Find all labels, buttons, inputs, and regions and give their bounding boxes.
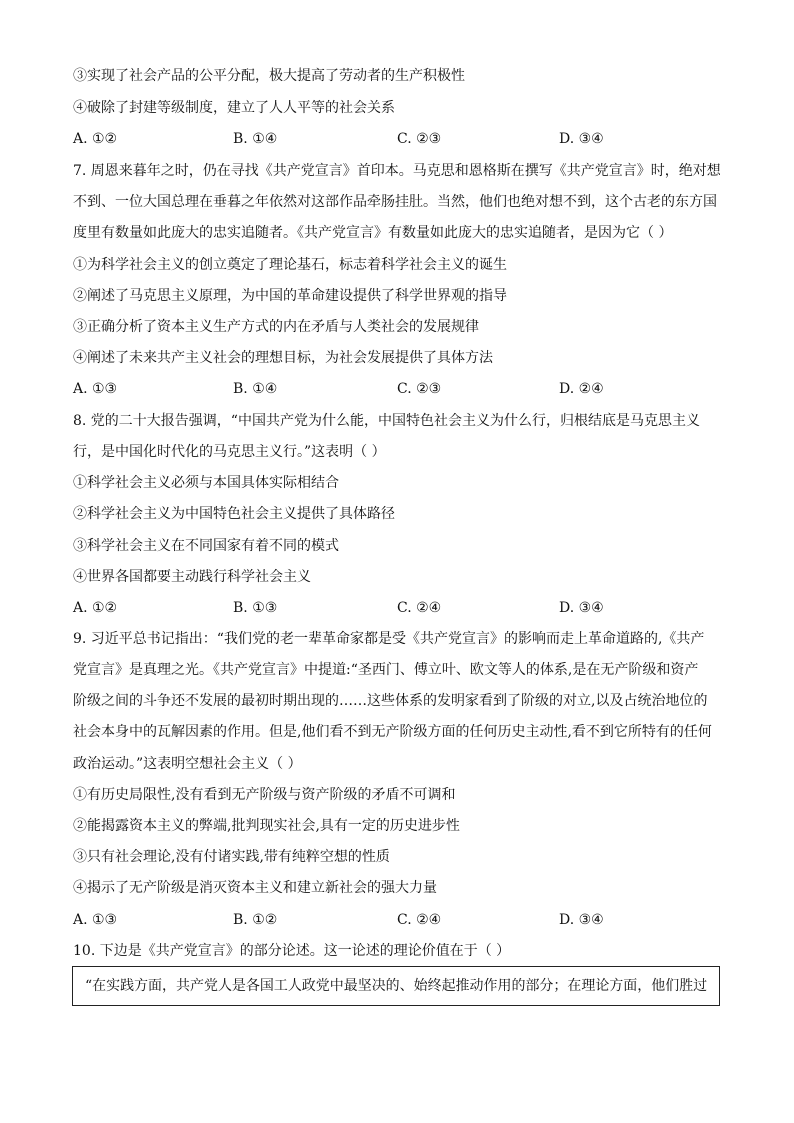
q9-statement-2: ②能揭露资本主义的弊端,批判现实社会,具有一定的历史进步性 bbox=[73, 818, 460, 834]
q8-stem-line-1: 8. 党的二十大报告强调，“中国共产党为什么能，中国特色社会主义为什么行，归根结底是马克思主义 bbox=[73, 413, 700, 429]
q7-statement-1: ①为科学社会主义的创立奠定了理论基石，标志着科学社会主义的诞生 bbox=[73, 257, 507, 273]
q6-options bbox=[73, 130, 733, 148]
q9-stem-line-1: 9. 习近平总书记指出：“我们党的老一辈革命家都是受《共产党宣言》的影响而走上革命道路的,《共产 bbox=[73, 631, 705, 647]
q10-stem: 10. 下边是《共产党宣言》的部分论述。这一论述的理论价值在于（ ） bbox=[73, 943, 511, 959]
q8-statement-1: ①科学社会主义必须与本国具体实际相结合 bbox=[73, 475, 339, 491]
q7-statement-3: ③正确分析了资本主义生产方式的内在矛盾与人类社会的发展规律 bbox=[73, 319, 479, 335]
q7-option-d[interactable]: D. ②④ bbox=[559, 381, 604, 397]
q7-option-a[interactable]: A. ①③ bbox=[73, 381, 118, 397]
q7-statement-4: ④阐述了未来共产主义社会的理想目标，为社会发展提供了具体方法 bbox=[73, 350, 493, 366]
q7-option-c[interactable]: C. ②③ bbox=[397, 381, 442, 397]
q9-stem-line-3: 阶级之间的斗争还不发展的最初时期出现的……这些体系的发明家看到了阶级的对立,以及占统治地位的 bbox=[73, 693, 708, 709]
q6-option-d[interactable]: D. ③④ bbox=[559, 131, 604, 147]
q9-option-d[interactable]: D. ③④ bbox=[559, 912, 604, 928]
q9-stem-line-2: 党宣言》是真理之光。《共产党宣言》中提道:“圣西门、傅立叶、欧文等人的体系,是在无产阶级和资产 bbox=[73, 662, 699, 678]
q9-statement-3: ③只有社会理论,没有付诸实践,带有纯粹空想的性质 bbox=[73, 849, 390, 865]
q6-option-b[interactable]: B. ①④ bbox=[233, 131, 278, 147]
q7-stem-line-2: 不到、一位大国总理在垂暮之年依然对这部作品牵肠挂肚。当然，他们也绝对想不到，这个古老的东方国 bbox=[73, 194, 717, 210]
q6-option-a[interactable]: A. ①② bbox=[73, 131, 118, 147]
q7-stem-line-3: 度里有数量如此庞大的忠实追随者。《共产党宣言》有数量如此庞大的忠实追随者，是因为它（ ） bbox=[73, 225, 673, 241]
q9-statement-4: ④揭示了无产阶级是消灭资本主义和建立新社会的强大力量 bbox=[73, 880, 437, 896]
q9-stem-line-4: 社会本身中的瓦解因素的作用。但是,他们看不到无产阶级方面的任何历史主动性,看不到它所特有的任何 bbox=[73, 724, 712, 740]
q6-statement-4: ④破除了封建等级制度，建立了人人平等的社会关系 bbox=[73, 100, 395, 116]
q7-option-b[interactable]: B. ①④ bbox=[233, 381, 278, 397]
q8-statement-3: ③科学社会主义在不同国家有着不同的模式 bbox=[73, 538, 339, 554]
q8-options bbox=[73, 599, 733, 617]
q8-option-b[interactable]: B. ①③ bbox=[233, 600, 278, 616]
q9-option-b[interactable]: B. ①② bbox=[233, 912, 278, 928]
q8-option-c[interactable]: C. ②④ bbox=[397, 600, 442, 616]
q7-stem-line-1: 7. 周恩来暮年之时，仍在寻找《共产党宣言》首印本。马克思和恩格斯在撰写《共产党宣言》时，绝对想 bbox=[73, 163, 721, 179]
q7-statement-2: ②阐述了马克思主义原理，为中国的革命建设提供了科学世界观的指导 bbox=[73, 288, 507, 304]
q9-option-c[interactable]: C. ②④ bbox=[397, 912, 442, 928]
q8-option-d[interactable]: D. ③④ bbox=[559, 600, 604, 616]
q9-statement-1: ①有历史局限性,没有看到无产阶级与资产阶级的矛盾不可调和 bbox=[73, 787, 456, 803]
q8-stem-line-2: 行，是中国化时代化的马克思主义行。”这表明（ ） bbox=[73, 444, 386, 460]
q9-options bbox=[73, 911, 733, 929]
q9-option-a[interactable]: A. ①③ bbox=[73, 912, 118, 928]
q9-stem-line-5: 政治运动。”这表明空想社会主义（ ） bbox=[73, 756, 302, 772]
q7-options bbox=[73, 380, 733, 398]
q8-statement-4: ④世界各国都要主动践行科学社会主义 bbox=[73, 569, 311, 585]
q10-quote-text: “在实践方面，共产党人是各国工人政党中最坚决的、始终起推动作用的部分；在理论方面，他们胜过 bbox=[85, 978, 708, 994]
q6-option-c[interactable]: C. ②③ bbox=[397, 131, 442, 147]
q8-statement-2: ②科学社会主义为中国特色社会主义提供了具体路径 bbox=[73, 506, 395, 522]
q8-option-a[interactable]: A. ①② bbox=[73, 600, 118, 616]
q10-quote-box bbox=[72, 966, 720, 1006]
q6-statement-3: ③实现了社会产品的公平分配，极大提高了劳动者的生产积极性 bbox=[73, 68, 465, 84]
